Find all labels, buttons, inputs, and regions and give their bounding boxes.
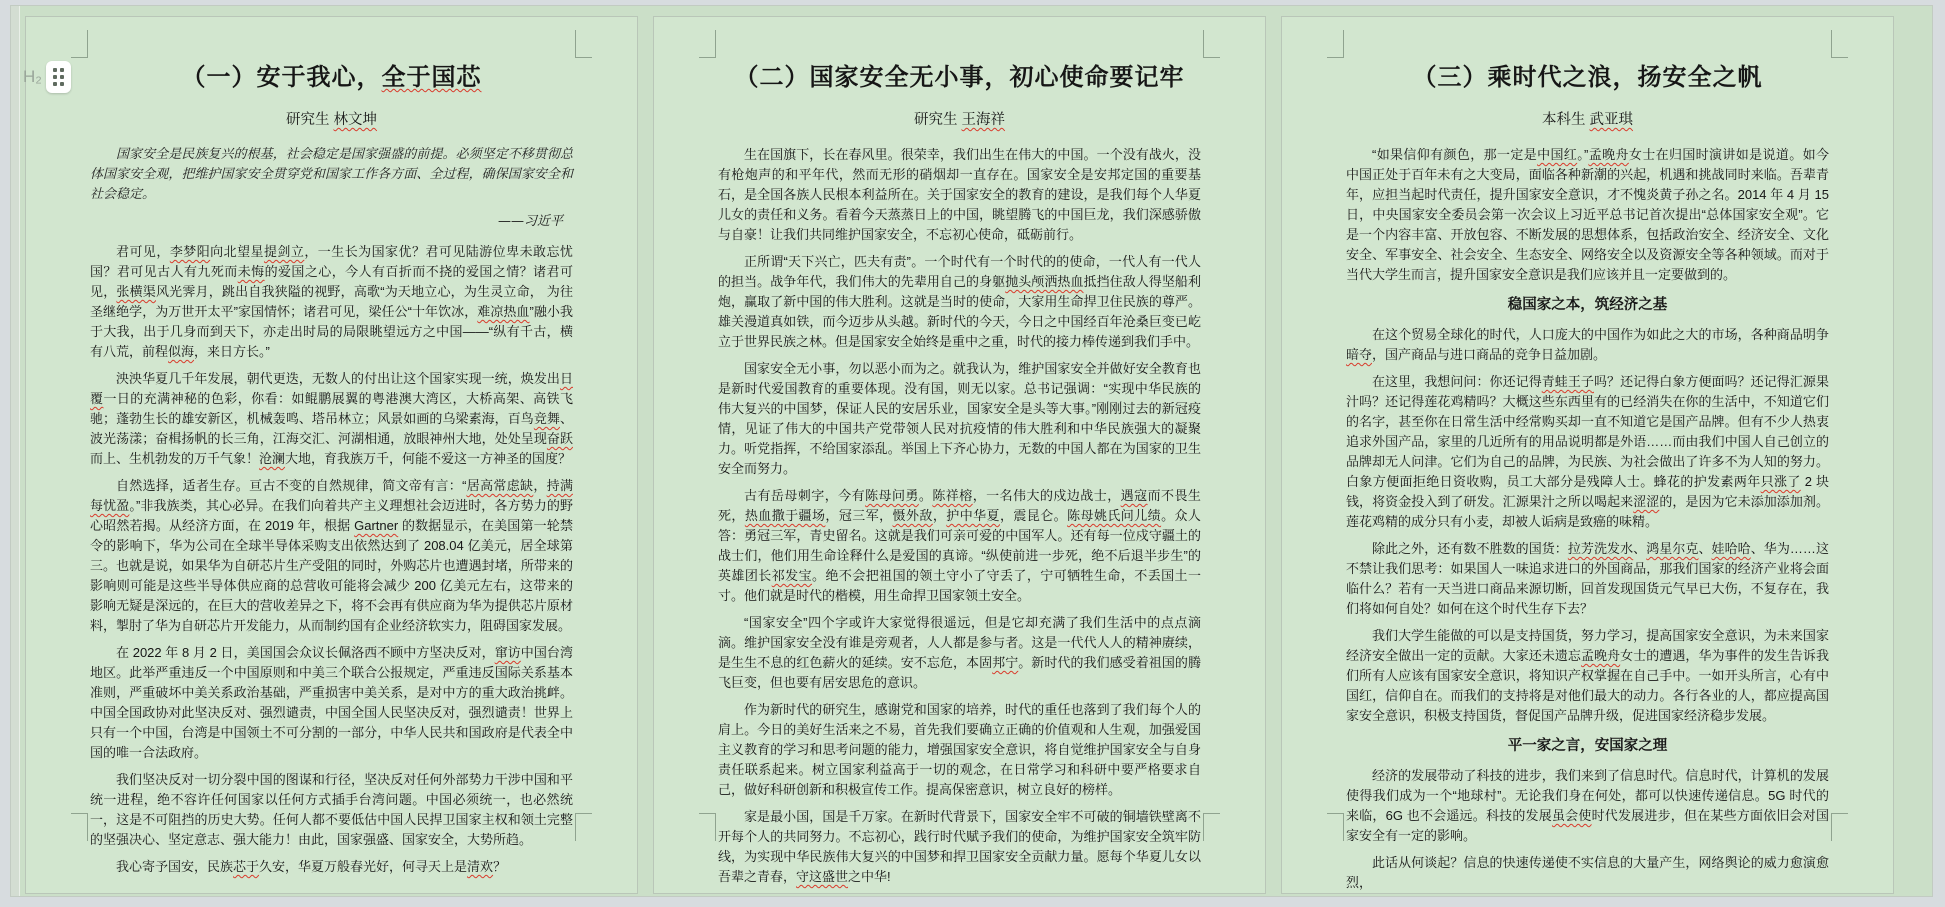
document-page-1[interactable] — [25, 16, 638, 894]
spellcheck-mark: 涩涩 — [1633, 494, 1660, 509]
margin-crop-mark — [575, 813, 592, 841]
spellcheck-mark: 孟晚舟 — [1580, 648, 1621, 663]
spellcheck-mark: 暗夺 — [1346, 347, 1373, 362]
paragraph: 古有岳母刺字，今有陈母问勇。陈祥榕，一名伟大的戍边战士，遇寇而不畏生死，热血撒于疆场，冠三军，慑外敌，护中华夏，震昆仑。陈母姚氏问儿绩。众人答：勇冠三军，青史留名。这就是我们可亲可爱的中国军人。还有每一位戍守疆土的战士们，他们用生命诠释什么是爱国的真谛。“纵使前进一步死，绝不后退半步生”的英雄团长祁发宝。绝不会把祖国的领土守小了守丢了，宁可牺牲生命，不丢国土一寸。他们就是时代的楷模，用生命捍卫国家领土安全。 — [718, 488, 1201, 603]
canvas-left-edge — [11, 6, 20, 896]
page-title: （一）安于我心，全于国芯 — [181, 64, 482, 91]
paragraph: 我们坚决反对一切分裂中国的图谋和行径，坚决反对任何外部势力干涉中国和平统一进程，绝不容许任何国家以任何方式插手台湾问题。中国必须统一，也必然统一，这是不可阻挡的历史大势。任何人都不要低估中国人民捍卫国家主权和领土完整的坚强决心、坚定意志、强大能力！由此，国家强盛、国家安全，大势所趋。 — [90, 772, 573, 847]
paragraph: 经济的发展带动了科技的进步，我们来到了信息时代。信息时代，计算机的发展使得我们成为一个“地球村”。无论我们身在何处，都可以快速传递信息。5G 时代的来临，6G 也不会遥远。科技的发展虽会使时代发展进步，但在某些方面依旧会对国家安全有一定的影响。 — [1346, 768, 1829, 843]
spellcheck-mark: 守这盛世 — [796, 869, 849, 884]
paragraph: 正所谓“天下兴亡，匹夫有责”。一个时代有一个时代的的使命，一代人有一代人的担当。战争年代，我们伟大的先辈用自己的身躯抛头颅洒热血抵挡住敌人得坚船利炮，赢取了新中国的伟大胜利。这就是当时的使命，大家用生命捍卫住民族的尊严。雄关漫道真如铁，而今迈步从头越。新时代的今天，今日之中国经百年沧桑巨变已屹立于世界民族之林。但是国家安全始终是重中之重，时代的接力棒传递到我们手中。 — [718, 254, 1201, 349]
spellcheck-mark: 持满每忧盈 — [90, 478, 573, 513]
spellcheck-mark: 拉芳洗发水 — [1567, 541, 1634, 556]
margin-crop-mark — [71, 30, 88, 58]
spellcheck-mark: 武亚琪 — [1589, 112, 1634, 128]
section-heading: 平一家之言，安国家之理 — [1507, 738, 1668, 754]
paragraph: 国家安全是民族复兴的根基，社会稳定是国家强盛的前提。必须坚定不移贯彻总体国家安全观，把维护国家安全贯穿党和国家工作各方面、全过程，确保国家安全和社会稳定。 — [90, 147, 573, 202]
spellcheck-mark: 竞舞 — [533, 411, 560, 426]
document-canvas — [10, 5, 1933, 897]
spellcheck-mark: 只涨了 — [1760, 474, 1801, 489]
section-heading: 稳国家之本，筑经济之基 — [1507, 297, 1668, 313]
paragraph: 国家安全无小事，勿以恶小而为之。就我认为，维护国家安全并做好安全教育也是新时代爱国教育的重要体现。没有国，则无以家。总书记强调：“实现中华民族的伟大复兴的中国梦，保证人民的安居乐业，国家安全是头等大事。”刚刚过去的新冠疫情，见证了伟大的中国共产党带领人民对抗疫情的伟大胜利和中华民族强大的凝聚力。听党指挥，不给国家添乱。举国上下齐心协力，无数的中国人都在为国家的卫生安全而努力。 — [718, 361, 1201, 476]
spellcheck-mark: 孟晚舟 — [1588, 147, 1629, 162]
spellcheck-mark: 抛头颅洒热血 — [1005, 274, 1084, 289]
paragraph: 在 2022 年 8 月 2 日，美国国会众议长佩洛西不顾中方坚决反对，窜访中国台湾地区。此举严重违反一个中国原则和中美三个联合公报规定，严重违反国际关系基本准则，严重破坏中美关系政治基础，严重损害中美关系，是对中方的重大政治挑衅。中国全国政协对此坚决反对、强烈谴责，中国全国人民坚决反对，强烈谴责！世界上只有一个中国，台湾是中国领土不可分割的一部分，中华人民共和国政府是代表全中国的唯一合法政府。 — [90, 645, 573, 760]
spellcheck-mark: 邦宁 — [992, 655, 1019, 670]
spellcheck-mark: 奋跃 — [546, 431, 573, 446]
margin-crop-mark — [1831, 813, 1848, 841]
page-title: （三）乘时代之浪，扬安全之帆 — [1412, 64, 1763, 91]
paragraph: 作为新时代的研究生，感谢党和国家的培养，时代的重任也落到了我们每个人的肩上。今日的美好生活来之不易，首先我们要确立正确的价值观和人生观，加强爱国主义教育的学习和思考问题的能力，增强国家安全意识，将自觉维护国家安全与自身责任联系起来。树立国家利益高于一切的观念，在日常学习和科研中要严格要求自己，做好科研创新和积极宣传工作。提高保密意识，树立良好的榜样。 — [718, 702, 1201, 797]
paragraph: ——习近平 — [497, 214, 563, 229]
spellcheck-mark: 沧澜 — [259, 451, 286, 466]
spellcheck-mark: 陈母姚氏问儿绩 — [1067, 508, 1162, 523]
spellcheck-mark: 李梦阳 — [169, 244, 211, 259]
spellcheck-mark: 祁发宝 — [771, 568, 813, 583]
heading-gizmo — [23, 61, 71, 93]
drag-handle-icon[interactable] — [46, 61, 71, 93]
spellcheck-mark: Gartner — [354, 518, 399, 533]
spellcheck-mark: 娃哈哈 — [1711, 541, 1751, 556]
paragraph: “国家安全”四个字或许大家觉得很遥远，但是它却充满了我们生活中的点点滴滴。维护国家安全没有谁是旁观者，人人都是参与者。这是一代代人人的精神赓续，是生生不息的红色薪火的延续。安不忘危，本固邦宁。新时代的我们感受着祖国的腾飞巨变，但也要有居安思危的意识。 — [718, 615, 1201, 690]
paragraph: 此话从何谈起？信息的快速传递使不实信息的大量产生，网络舆论的威力愈演愈烈， — [1346, 855, 1829, 890]
page-body — [1346, 145, 1829, 893]
spellcheck-mark: 芯于 — [233, 859, 260, 874]
margin-crop-mark — [699, 813, 716, 841]
spellcheck-mark: 日覆 — [90, 371, 573, 406]
paragraph: 在这个贸易全球化的时代，人口庞大的中国作为如此之大的市场，各种商品明争暗夺，国产商品与进口商品的竞争日益加剧。 — [1346, 327, 1829, 362]
paragraph: “如果信仰有颜色，那一定是中国红。”孟晚舟女士在归国时演讲如是说道。如今中国正处于百年未有之大变局，面临各种新潮的兴起，机遇和挑战同时来临。吾辈青年，应担当起时代责任，提升国家安全意识，才不愧炎黄子孙之名。2014 年 4 月 15 日，中央国家安全委员会第一次会议上习近平总书记首次提出“总体国家安全观”。它是一个内容丰富、开放包容、不断发展的思想体系，包括政治安全、经济安全、文化安全、军事安全、社会安全、生态安全、网络安全以及资源安全等各种领域。而对于当代大学生而言，提升国家安全意识是我们应该并且一定要做到的。 — [1346, 147, 1829, 282]
spellcheck-mark: 张横渠 — [116, 284, 156, 299]
margin-crop-mark — [1831, 30, 1848, 58]
paragraph: 在这里，我想问问：你还记得青蛙王子吗？还记得白象方便面吗？还记得汇源果汁吗？还记得莲花鸡精吗？大概这些东西里有的已经消失在你的生活中，不知道它们的名字，甚至你在日常生活中经常购买却一直不知道它是国产品牌。但有不少人热衷追求外国产品，家里的几近所有的用品说明都是外语……而由我们中国人自己创立的品牌却无人问津。它们为自己的品牌，为民族、为社会做出了许多不为人知的努力。白象方便面拒绝日资收购，员工大部分是残障人士。蜂花的护发素两年只涨了 2 块钱，将资金投入到了研发。汇源果汁之所以喝起来涩涩的，是因为它未添加添加剂。莲花鸡精的成分只有小麦，却被人诟病是致癌的味精。 — [1346, 374, 1829, 529]
page-body — [718, 145, 1201, 887]
spellcheck-mark: 难凉热血 — [477, 304, 530, 319]
document-page-3[interactable] — [1281, 16, 1894, 894]
paragraph: 泱泱华夏几千年发展，朝代更迭，无数人的付出让这个国家实现一统，焕发出日覆一日的充满神秘的色彩，你看：如鲲鹏展翼的粤港澳大湾区，大桥高架、高铁飞驰；蓬勃生长的雄安新区，机械轰鸣、塔吊林立；风景如画的乌梁素海，百鸟竞舞、波光荡漾；奋楫扬帆的长三角，江海交汇、河湖相通，放眼神州大地，处处呈现奋跃而上、生机勃发的万千气象！沧澜大地，育我族万千，何能不爱这一方神圣的国度？ — [90, 371, 573, 466]
margin-crop-mark — [1203, 30, 1220, 58]
spellcheck-mark: 慑外敌 — [892, 508, 933, 523]
page-body — [90, 145, 573, 877]
spellcheck-mark: 窜访 — [494, 645, 521, 660]
page-author: 研究生 林文坤 — [285, 112, 378, 128]
paragraph: 我心寄予国安，民族芯于久安，华夏万般春光好，何寻天上是清欢？ — [116, 859, 507, 874]
margin-crop-mark — [1327, 30, 1344, 58]
spellcheck-mark: 似海 — [168, 344, 195, 359]
spellcheck-mark: 虽会使 — [1551, 808, 1592, 823]
page-author: 本科生 武亚琪 — [1541, 112, 1634, 128]
spellcheck-mark: 青蛙王子 — [1541, 374, 1594, 389]
spellcheck-mark: 中国红 — [1537, 147, 1578, 162]
spellcheck-mark: 鸿星尔克 — [1646, 541, 1699, 556]
spellcheck-mark: 居高常虑缺 — [466, 478, 534, 493]
heading-level-marker: H₂ — [23, 67, 42, 86]
page-author: 研究生 王海祥 — [913, 112, 1006, 128]
spellcheck-mark: 清欢 — [467, 859, 494, 874]
spellcheck-mark: 提剑立 — [263, 244, 305, 259]
margin-crop-mark — [699, 30, 716, 58]
spellcheck-mark: 热血撒于疆场 — [744, 508, 826, 523]
spellcheck-mark: 陈母问勇 — [865, 488, 919, 503]
spellcheck-mark: 护中华夏 — [946, 508, 1000, 523]
margin-crop-mark — [1203, 813, 1220, 841]
margin-crop-mark — [71, 813, 88, 841]
paragraph: 君可见，李梦阳向北望星提剑立，一生长为国家优？君可见陆游位卑未敢忘忧国？君可见古人有九死而未悔的爱国之心，今人有百折而不挠的爱国之情？诸君可见，张横渠风光霁月，跳出自我狭隘的视野，高歌“为天地立心，为生灵立命， 为往圣继绝学，为万世开太平”家国情怀；诸君可见，梁任公“十年饮冰，难凉热血”融小我于大我，出于几身而到天下，亦走出时局的局限眺望远方之中国——“纵有千古，横有八荒，前程似海，来日方长。” — [90, 244, 573, 359]
spellcheck-mark: 未悔 — [237, 264, 265, 279]
spellcheck-mark: 遇寇 — [1120, 488, 1148, 503]
document-page-2[interactable] — [653, 16, 1266, 894]
spellcheck-mark: 林文坤 — [333, 112, 378, 128]
paragraph: 除此之外，还有数不胜数的国货：拉芳洗发水、鸿星尔克、娃哈哈、华为……这不禁让我们思考：如果国人一味追求进口的外国商品，那我们国家的经济产业将会面临什么？若有一天当进口商品来源切断，回首发现国货元气早已大伤，不复存在，我们将如何自处？如何在这个时代生存下去？ — [1346, 541, 1829, 616]
spellcheck-mark: 陈祥榕 — [932, 488, 973, 503]
paragraph: 我们大学生能做的可以是支持国货，努力学习，提高国家安全意识，为未来国家经济安全做出一定的贡献。大家还未遗忘孟晚舟女士的遭遇，华为事件的发生告诉我们所有人应该有国家安全意识，将知识产权掌握在自己手中。一如开头所言，心有中国红，信仰自在。而我们的支持将是对他们最大的动力。各行各业的人，都应提高国家安全意识，积极支持国货，督促国产品牌升级，促进国家经济稳步发展。 — [1346, 628, 1829, 723]
margin-crop-mark — [1327, 813, 1344, 841]
paragraph: 生在国旗下，长在春风里。很荣幸，我们出生在伟大的中国。一个没有战火，没有枪炮声的和平年代，然而无形的硝烟却一直存在。国家安全是安邦定国的重要基石，是全国各族人民根本利益所在。关于国家安全的教育的建设，是我们每个人华夏儿女的责任和义务。看着今天蒸蒸日上的中国，眺望腾飞的中国巨龙，我们深感骄傲与自豪！让我们共同维护国家安全，不忘初心使命，砥砺前行。 — [718, 147, 1201, 242]
page-title: （二）国家安全无小事，初心使命要记牢 — [734, 64, 1185, 91]
paragraph: 家是最小国，国是千万家。在新时代背景下，国家安全牢不可破的铜墙铁壁离不开每个人的共同努力。不忘初心，践行时代赋予我们的使命，为维护国家安全筑牢防线，为实现中华民族伟大复兴的中国梦和捍卫国家安全贡献力量。愿每个华夏儿女以吾辈之青春，守这盛世之中华! — [718, 809, 1201, 884]
spellcheck-mark: 全于国芯 — [381, 64, 482, 91]
paragraph: 自然选择，适者生存。亘古不变的自然规律，简文帝有言：“居高常虑缺，持满每忧盈。”非我族类，其心必异。在我们向着共产主义理想社会迈进时，各方势力的野心昭然若揭。从经济方面，在 2019 年，根据 Gartner 的数据显示，在美国第一轮禁令的影响下，华为公司在全球半导体采购支出依然达到了 208.04 亿美元，居全球第三。也就是说，如果华为自研芯片生产受阻的同时，外购芯片也遭遇封堵，所带来的影响则可能是这些半导体供应商的总营收可能将会减少 200 亿美元左右，这带来的影响无疑是深远的，在巨大的营收差异之下，将不会再有供应商为华为提供芯片原材料，掣肘了华为自研芯片开发能力，从而制约国有企业经济软实力，阻碍国家发展。 — [90, 478, 573, 633]
spellcheck-mark: 王海祥 — [961, 112, 1006, 128]
margin-crop-mark — [575, 30, 592, 58]
